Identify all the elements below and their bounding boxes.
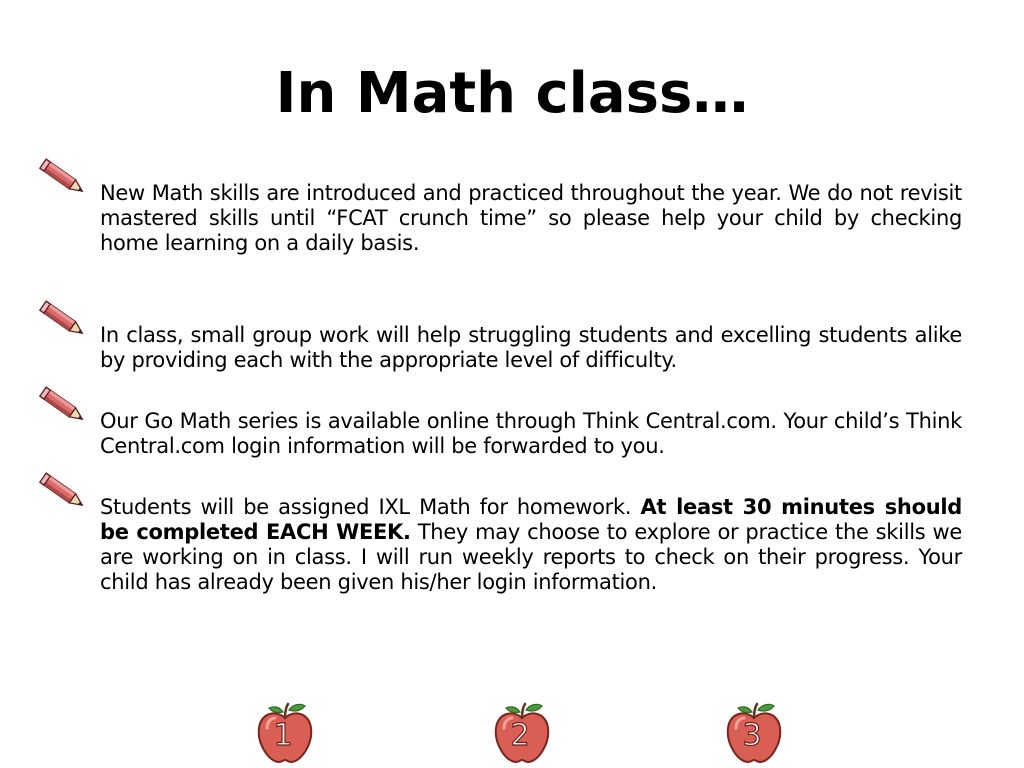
apple-3 xyxy=(724,700,784,764)
bullet-text-4 xyxy=(100,495,962,595)
bullet-text-4-bold: At least 30 minutes should be completed EACH WEEK. xyxy=(100,495,962,544)
bullet-item-4 xyxy=(100,495,962,595)
pencil-icon xyxy=(38,383,90,431)
apple-1 xyxy=(255,700,315,764)
bullet-text-2: In class, small group work will help struggling students and excelling students alike by providing each with the appropriate level of difficulty. xyxy=(100,323,962,372)
bullet-text-4-after: They may choose to explore or practice the skills we are working on in class. I will run weekly reports to check on their progress. Your child has already been given his/her login information. xyxy=(100,520,962,594)
slide-title: In Math class… xyxy=(275,61,749,126)
apple-number-3: 3 xyxy=(742,718,762,753)
apple-number-1: 1 xyxy=(273,718,293,753)
bullet-text-4-before: Students will be assigned IXL Math for homework. xyxy=(100,495,641,519)
bullet-item-3 xyxy=(100,409,962,459)
apple-2 xyxy=(492,700,552,764)
bullet-text-1: New Math skills are introduced and practiced throughout the year. We do not revisit mastered skills until “FCAT crunch time” so please help your child by checking home learning on a daily basis. xyxy=(100,181,962,255)
bullet-text-3: Our Go Math series is available online through Think Central.com. Your child’s Think Central.com login information will be forwarded to you. xyxy=(100,409,962,458)
pencil-icon xyxy=(38,155,90,203)
bullet-item-1 xyxy=(100,181,962,256)
pencil-icon xyxy=(38,469,90,517)
pencil-icon xyxy=(38,297,90,345)
bullet-item-2 xyxy=(100,323,962,373)
apple-number-2: 2 xyxy=(510,718,530,753)
